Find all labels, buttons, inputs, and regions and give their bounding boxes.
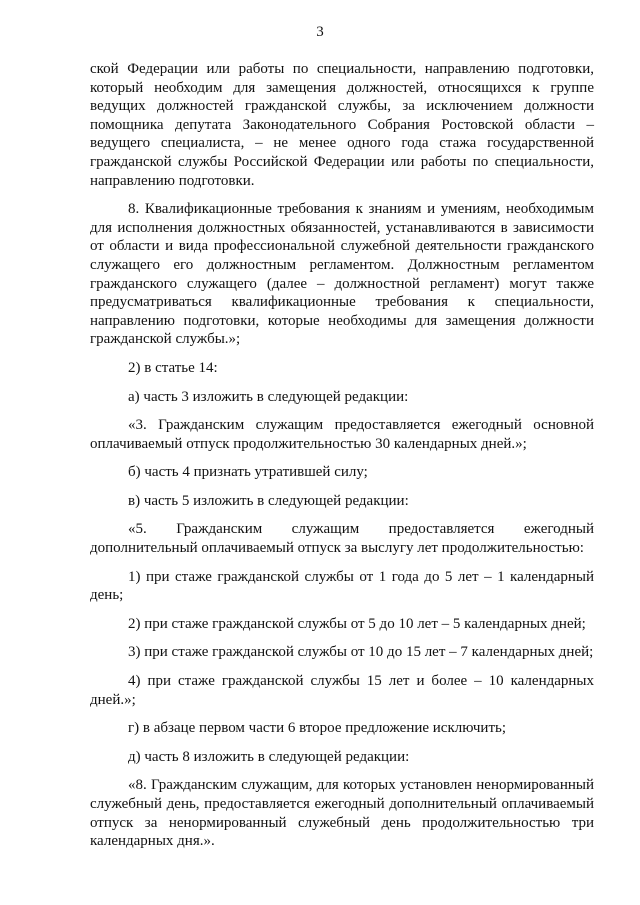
document-body [90,60,594,861]
paragraph-item-d: д) часть 8 изложить в следующей редакции: [128,748,410,765]
paragraph-qualification-requirements: 8. Квалификационные требования к знаниям и умениям, необходимым для исполнения должностных обязанностей, устанавливаются в зависимости от области и вида профессиональной служебной деятельности гражданского служащего его должностным регламентом. Должностным регламентом гражданского служащего (далее – должностной регламент) могут также предусматриваться квалификационные требования к специальности, направлению подготовки, которые необходимы для замещения должности гражданской службы.»; [90,201,594,348]
paragraph-item-g: г) в абзаце первом части 6 второе предложение исключить; [128,720,507,737]
paragraph-item-a: а) часть 3 изложить в следующей редакции: [128,388,409,405]
paragraph-continuation: ской Федерации или работы по специальности, направлению подготовки, который необходим для замещения должностей, относящихся к группе ведущих должностей гражданской службы, за исключением должности помощника депутата Законодательного Собрания Ростовской области – ведущего специалиста, – не менее одного года стажа государственной гражданской службы Российской Федерации или работы по специальности, направлению подготовки. [90,61,594,189]
list-item-4: 4) при стаже гражданской службы 15 лет и более – 10 календарных дней.»; [90,673,594,708]
list-item-3: 3) при стаже гражданской службы от 10 до 15 лет – 7 календарных дней; [128,644,594,661]
paragraph-part-5-text: «5. Гражданским служащим предоставляется ежегодный дополнительный оплачиваемый отпуск за выслугу лет продолжительностью: [90,521,594,557]
page-number: 3 [316,24,324,40]
paragraph-part-3-text: «3. Гражданским служащим предоставляется ежегодный основной оплачиваемый отпуск продолжительностью 30 календарных дней.»; [90,417,594,452]
paragraph-item-b: б) часть 4 признать утратившей силу; [128,464,368,481]
paragraph-part-8-text: «8. Гражданским служащим, для которых установлен ненормированный служебный день, предоставляется ежегодный дополнительный оплачиваемый отпуск за ненормированный служебный день продолжительностью три календарных дня.». [90,777,594,850]
paragraph-article-14: 2) в статье 14: [128,359,218,376]
list-item-1: 1) при стаже гражданской службы от 1 года до 5 лет – 1 календарный день; [90,568,594,604]
list-item-2: 2) при стаже гражданской службы от 5 до 10 лет – 5 календарных дней; [128,615,586,632]
paragraph-item-v: в) часть 5 изложить в следующей редакции: [128,492,409,509]
